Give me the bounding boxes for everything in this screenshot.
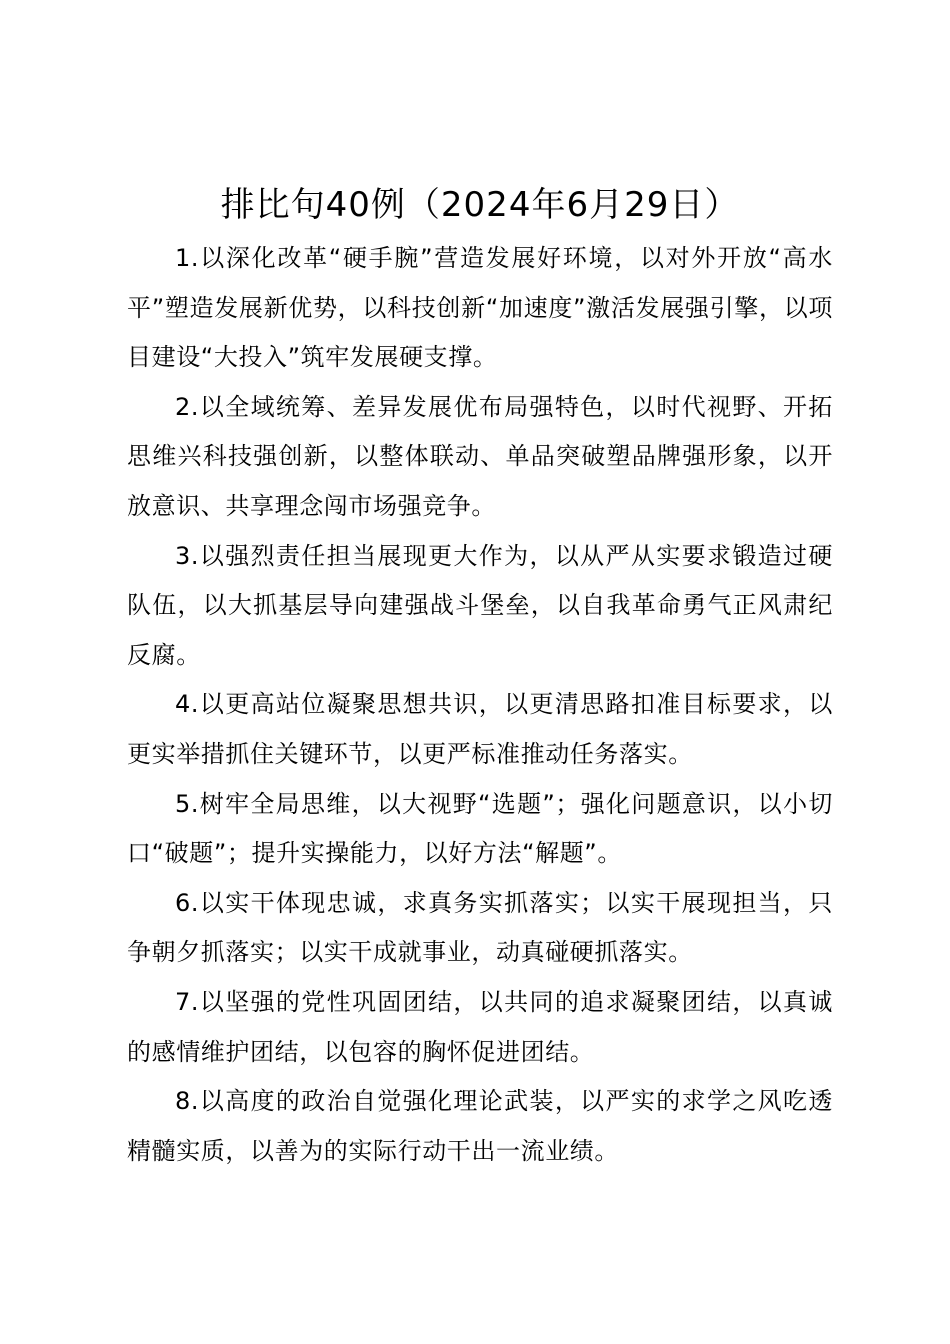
paragraph-4: 4.以更高站位凝聚思想共识，以更清思路扣准目标要求，以更实举措抓住关键环节，以更严标准推动任务落实。 — [127, 690, 833, 768]
paragraph-6: 6.以实干体现忠诚，求真务实抓落实；以实干展现担当，只争朝夕抓落实；以实干成就事业，动真碰硬抓落实。 — [127, 888, 833, 967]
document-title: 排比句40例（2024年6月29日） — [220, 185, 740, 225]
paragraph-7: 7.以坚强的党性巩固团结，以共同的追求凝聚团结，以真诚的感情维护团结，以包容的胸怀促进团结。 — [127, 987, 833, 1066]
paragraph-5: 5.树牢全局思维，以大视野“选题”；强化问题意识，以小切口“破题”；提升实操能力，以好方法“解题”。 — [127, 789, 833, 868]
paragraph-1: 1.以深化改革“硬手腕”营造发展好环境，以对外开放“高水平”塑造发展新优势，以科技创新“加速度”激活发展强引擎，以项目建设“大投入”筑牢发展硬支撑。 — [127, 244, 833, 372]
paragraph-2: 2.以全域统筹、差异发展优布局强特色，以时代视野、开拓思维兴科技强创新，以整体联动、单品突破塑品牌强形象，以开放意识、共享理念闯市场强竞争。 — [127, 392, 833, 520]
paragraph-3: 3.以强烈责任担当展现更大作为，以从严从实要求锻造过硬队伍，以大抓基层导向建强战斗堡垒，以自我革命勇气正风肃纪反腐。 — [127, 541, 833, 669]
paragraph-8: 8.以高度的政治自觉强化理论武装，以严实的求学之风吃透精髓实质，以善为的实际行动干出一流业绩。 — [127, 1087, 833, 1165]
document-body — [127, 234, 833, 1176]
